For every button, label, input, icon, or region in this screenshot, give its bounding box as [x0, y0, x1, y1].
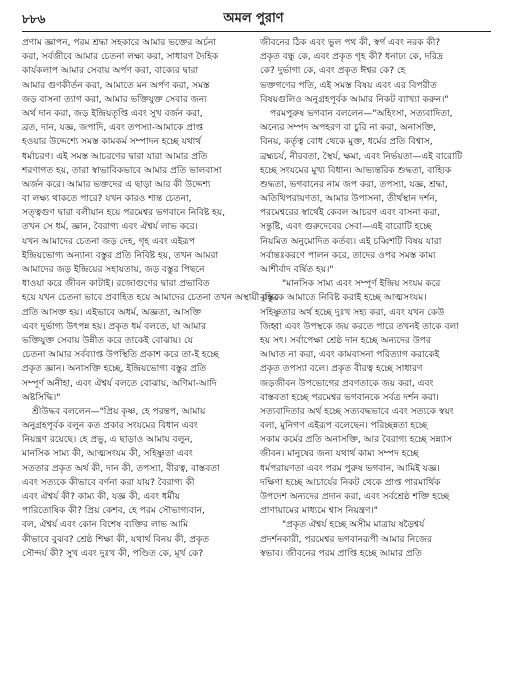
text-line: সৌন্দর্য কী? সুখ এবং দুঃখ কী, পণ্ডিত কে, মূর্খ কে?	[22, 548, 204, 559]
text-line: প্রকৃত জ্ঞান। অনাসক্তি হচ্ছে, ইন্দ্রিয়ভোগ্য বস্তুর প্রতি	[22, 364, 207, 375]
text-line: সকাম কর্মের প্রতি অনাসক্তি, আর বৈরাগ্য হচ্ছে সন্ন্যাস	[260, 435, 452, 446]
text-line: ধর্মাচরণ। এই সমস্ত আচরণের দ্বারা যারা আমার প্রতি	[22, 151, 208, 162]
text-line: প্রণাম জ্ঞাপন, পরম শ্রদ্ধা সহকারে আমার ভক্তের অর্চনা	[22, 38, 217, 48]
header-rule	[22, 31, 491, 32]
text-line: ধর্মপরায়ণতা এবং পরম পুরুষ ভগবান, আমিই যজ্ঞ।	[260, 463, 440, 474]
text-line: সত্যবাদিতার অর্থ হচ্ছে সত্যবদ্ধভাবে এবং সত্যকে স্বয়ং	[260, 406, 454, 417]
text-line: স্বভাব। জীবনের পরম প্রাপ্তি হচ্ছে আমার প্রতি	[260, 548, 422, 559]
text-line: করা, সর্বজীবে আমার চেতনা লক্ষ্য করা, সাধারণ দৈহিক	[22, 52, 219, 63]
text-line: পারিতোষিক কী? প্রিয় কেশব, হে পরম সৌভাগ্যবান,	[22, 506, 205, 517]
text-line: এবং ঐশ্বর্য কী? কাম্য কী, যজ্ঞ কী, এবং ধর্মীয়	[22, 492, 181, 502]
text-line: জীবনের ঠিক এবং ভুল পথ কী, স্বর্গ এবং নরক কী?	[260, 38, 441, 48]
text-line: ব্রত, দান, যজ্ঞ, জপাদি, এবং তপস্যা-আমাকে প্রাপ্ত	[22, 123, 204, 134]
text-line: অর্থ দান করা, জড় ইন্দ্রিয়তৃপ্তি এবং সুখ বর্জন করা,	[22, 108, 203, 119]
text-line: প্রাণায়ামের মাধ্যমে শ্বাস নিয়ন্ত্রণ।"	[260, 506, 378, 517]
text-line: অর্জন করে। আমার ভক্তদের এ ছাড়া আর কী উদ্দেশ্য	[22, 179, 211, 190]
text-line: জীবন। মানুষের জন্য যথার্থ কাম্য সম্পদ হচ্ছে	[260, 449, 419, 460]
left-column	[22, 36, 279, 676]
text-line: ব্রহ্মচর্য, নীরবতা, স্থৈর্য, ক্ষমা, এবং নির্ভয়তা—এই বারোটি	[260, 151, 463, 162]
text-line: ভক্তিযুক্ত সেবায় উন্নীত করে তাকেই বোঝায়। যে	[22, 335, 193, 346]
text-line: নিয়ন্ত্রণ রয়েছে। হে প্রভু, এ ছাড়াও আমায় বলুন,	[22, 435, 193, 446]
text-line: হচ্ছে সংযমের মুখ্য বিধান। আভ্যন্তরিক শুদ্ধতা, বাহ্যিক	[260, 165, 452, 176]
text-line: সন্তুষ্টি, এবং গুরুদেবের সেবা—এই বারোটি হচ্ছে	[260, 222, 432, 233]
text-line: পরমপুরুষ ভগবান বললেন—"অহিংসা, সত্যবাদিতা,	[270, 108, 453, 119]
text-line: প্রকৃত বন্ধু কে, এবং প্রকৃত গৃহ কী? ধনাঢ্য কে, দরিদ্র	[260, 52, 443, 63]
text-line: শুদ্ধতা, ভগবানের নাম জপ করা, তপস্যা, যজ্ঞ, শ্রদ্ধা,	[260, 179, 448, 190]
text-line: মানসিক সাম্য কী, আত্মসংযম কী, সহিষ্ণুতা এবং	[22, 449, 193, 460]
text-line: আঘাত না করা, এবং কামবাসনা পরিত্যাগ করাকেই	[260, 350, 440, 361]
text-line: ইন্দ্রিয়ভোগ্য অন্যান্য বস্তুর প্রতি নিবিষ্ট হয়, তখন আমরা	[22, 250, 219, 261]
text-line: কার্যকলাপ আমার সেবায় অর্পণ করা, বাক্যের দ্বারা	[22, 66, 199, 77]
text-line: যখন আমাদের চেতনা জড় দেহ, গৃহ এবং এইরূপ	[22, 236, 196, 247]
text-line: কীভাবে বুঝব? শ্রেষ্ঠ শিক্ষা কী, যথার্থ বিনয় কী, প্রকৃত	[22, 534, 210, 545]
text-line: হওয়ার উদ্দেশ্যে সমস্ত কামকর্ম সম্পাদন হচ্ছে যথার্থ	[22, 137, 202, 148]
text-line: শরণাগত হয়, তারা স্বাভাবিকভাবে আমার প্রতি ভালবাসা	[22, 165, 222, 176]
text-line: দক্ষিণা হচ্ছে আচার্যের নিকট থেকে প্রাপ্ত পারমার্থিক	[260, 477, 441, 488]
text-line: ভক্তগণের পতি, এই সমস্ত বিষয় এবং এর বিপরীত	[260, 80, 437, 91]
text-line: সর্বান্তঃকরণে পালন করে, তাদের ওপর সমস্ত কাম্য	[260, 250, 436, 261]
text-line: চেতনা আমার সর্বব্যাপ্ত উপস্থিতি প্রকাশ করে তা-ই হচ্ছে	[22, 350, 219, 361]
text-line: হয়ে যখন চেতনা ভাবে প্রবাহিত হয়ে আমাদের চেতনা তখন অস্থায়ী বস্তুর	[22, 293, 279, 304]
text-line: প্রকৃত তপস্যা বলে। প্রকৃত বীরত্ব হচ্ছে সাধারণ	[260, 364, 423, 375]
text-line: বাস্তবতা হচ্ছে পরমেশ্বর ভগবানকে সর্বত্র দর্শন করা।	[260, 392, 439, 403]
text-line: আমার গুণকীর্তন করা, আমাতে মন অর্পণ করা, সমস্ত	[22, 80, 210, 91]
text-line: বলা, মুনিগণ এইরূপ বলেছেন। পরিচ্ছন্নতা হচ্ছে	[260, 421, 428, 432]
text-line: সততার প্রকৃত অর্থ কী, দান কী, তপস্যা, বীরত্ব, বাস্তবতা	[22, 463, 220, 474]
text-line: বল, ঐশ্বর্য এবং কোন বিশেষ ব্যক্তির লাভ আমি	[22, 520, 189, 531]
text-line: এবং সত্যকে কীভাবে বর্ণনা করা যায়? বৈরাগ্য কী	[22, 477, 195, 488]
text-line: প্রদর্শনকারী, পরমেশ্বর ভগবানরূপী আমার নিজের	[260, 534, 432, 545]
text-line: শ্রীউদ্ধব বললেন—"প্রিয় কৃষ্ণ, হে পরন্তপ, আমায়	[32, 406, 206, 417]
text-line: অনুগ্রহপূর্বক বলুন কত প্রকার সংযমের বিধান এবং	[22, 421, 198, 432]
text-line: এবং দুর্ভাগ্য উৎপন্ন হয়। প্রকৃত ধর্ম বলতে, যা আমার	[22, 321, 207, 332]
text-line: অন্যের সম্পদ অপহরণ বা চুরি না করা, অনাসক্তি,	[260, 123, 437, 134]
text-line: আশীর্বাদ বর্ষিত হয়।"	[260, 265, 334, 275]
text-line: "মানসিক সাম্য এবং সম্পূর্ণ ইন্দ্রিয় সংযম করে	[282, 279, 441, 290]
text-line: পরমেশ্বরের স্বার্থেই কেবল আচরণ এবং বাসনা করা,	[260, 208, 441, 219]
page-number: ৮৮৬	[22, 12, 46, 26]
text-line: বিষয়গুলিও অনুগ্রহপূর্বক আমার নিকট ব্যাখ্যা করুন।"	[260, 94, 449, 105]
text-line: সম্পূর্ণ অনীহা, এবং ঐশ্বর্য বলতে বোঝায়, অণিমা-আদি	[22, 378, 217, 389]
running-title: অমল পুরাণ	[223, 11, 284, 26]
text-line: নিয়মিত অনুমোদিত কর্তব্য। এই চব্বিশটি বিষয় যারা	[260, 236, 442, 247]
text-line: হয় সৎ। সর্বাপেক্ষা শ্রেষ্ঠ দান হচ্ছে অন্যদের উপর	[260, 335, 431, 346]
text-line: অষ্টসিদ্ধি।"	[22, 392, 61, 403]
text-line: ধাওয়া করে জীবন কাটাই। রজোগুণের দ্বারা প্রভাবিত	[22, 279, 210, 290]
text-line: অতিথিপরায়ণতা, আমার উপাসনা, তীর্থস্থান দর্শন,	[260, 194, 438, 205]
text-line: সত্ত্বগুণ দ্বারা বলীয়ান হয়ে পরমেশ্বর ভগবানে নিবিষ্ট হয়,	[22, 208, 226, 219]
text-line: সহিষ্ণুতার অর্থ হচ্ছে দুঃখ সহ্য করা, এবং যখন কেউ	[260, 307, 445, 318]
text-line: "প্রকৃত ঐশ্বর্য হচ্ছে অসীম মাত্রায় ষড়ৈশ্বর্য	[282, 520, 425, 531]
text-line: কে? দুর্ভাগা কে, এবং প্রকৃত ঈশ্বর কে? হে	[260, 66, 406, 77]
text-line: প্রতি আসক্ত হয়। এইভাবে অধর্ম, অজ্ঞতা, আসক্তি	[22, 307, 202, 318]
text-line: জড়জীবন উপভোগের প্রবণতাকে জয় করা, এবং	[260, 378, 434, 389]
right-column	[260, 36, 485, 676]
text-line: জড় বাসনা ত্যাগ করা, আমার ভক্তিযুক্ত সেবার জন্য	[22, 94, 207, 105]
text-line: বুদ্ধিকে আমাতে নিবিষ্ট করাই হচ্ছে আত্মসংযম।	[260, 293, 427, 304]
text-line: তখন সে ধর্ম, জ্ঞান, বৈরাগ্য এবং ঐশ্বর্য লাভ করে।	[22, 222, 198, 233]
text-line: উপদেশ অন্যদের প্রদান করা, এবং সর্বশ্রেষ্ঠ শক্তি হচ্ছে	[260, 492, 450, 502]
text-line: বিনয়, কর্তৃত্ব বোধ থেকে মুক্ত, ধর্মের প্রতি বিশ্বাস,	[260, 137, 433, 148]
text-line: জিহ্বা এবং উপস্থকে জয় করতে পারে তখনই তাকে বলা	[260, 321, 459, 332]
text-line: বা লক্ষ্য থাকতে পারে? যখন কারও শান্ত চেতনা,	[22, 194, 192, 205]
text-line: আমাদের জড় ইন্দ্রিয়ের সহায়তায়, জড় বস্তুর পিছনে	[22, 265, 205, 275]
